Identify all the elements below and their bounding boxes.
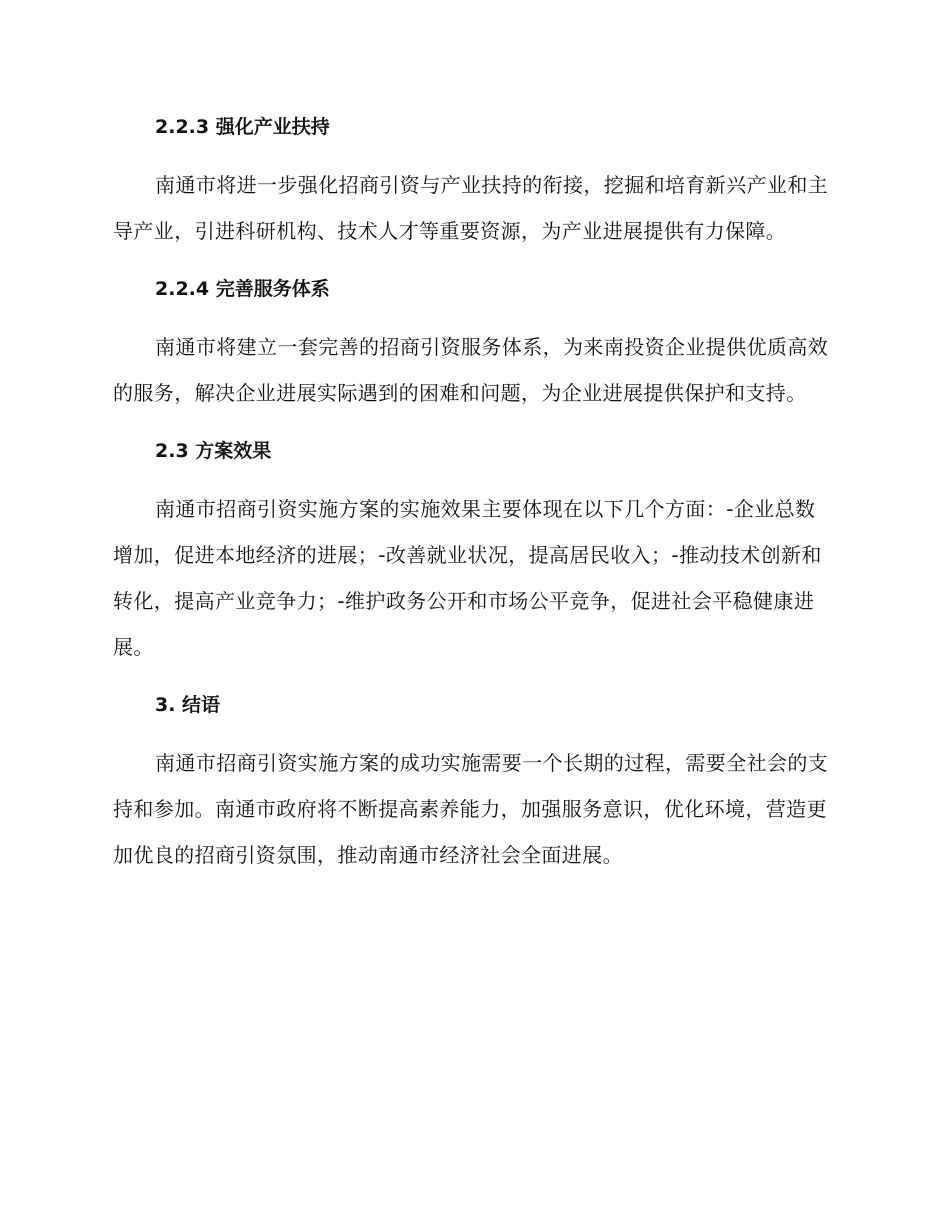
section-heading-2-2-3: 2.2.3 强化产业扶持 [155, 116, 330, 138]
section-paragraph-3: 南通市招商引资实施方案的成功实施需要一个长期的过程，需要全社会的支持和参加。南通市政府将不断提高素养能力，加强服务意识，优化环境，营造更加优良的招商引资氛围，推动南通市经济社会全面进展。 [113, 751, 829, 867]
section-paragraph-2-2-4: 南通市将建立一套完善的招商引资服务体系，为来南投资企业提供优质高效的服务，解决企业进展实际遇到的困难和问题，为企业进展提供保护和支持。 [113, 335, 829, 405]
section-paragraph-2-3: 南通市招商引资实施方案的实施效果主要体现在以下几个方面：‐企业总数增加，促进本地经济的进展；‐改善就业状况，提高居民收入；‐推动技术创新和转化，提高产业竞争力；‐维护政务公开和市场公平竞争，促进社会平稳健康进展。 [113, 497, 822, 659]
section-paragraph-2-2-3: 南通市将进一步强化招商引资与产业扶持的衔接，挖掘和培育新兴产业和主导产业，引进科研机构、技术人才等重要资源，为产业进展提供有力保障。 [113, 173, 829, 243]
section-heading-2-2-4: 2.2.4 完善服务体系 [155, 278, 330, 300]
section-heading-3: 3. 结语 [155, 694, 221, 716]
section-heading-2-3: 2.3 方案效果 [155, 440, 272, 462]
document-body [113, 104, 831, 890]
